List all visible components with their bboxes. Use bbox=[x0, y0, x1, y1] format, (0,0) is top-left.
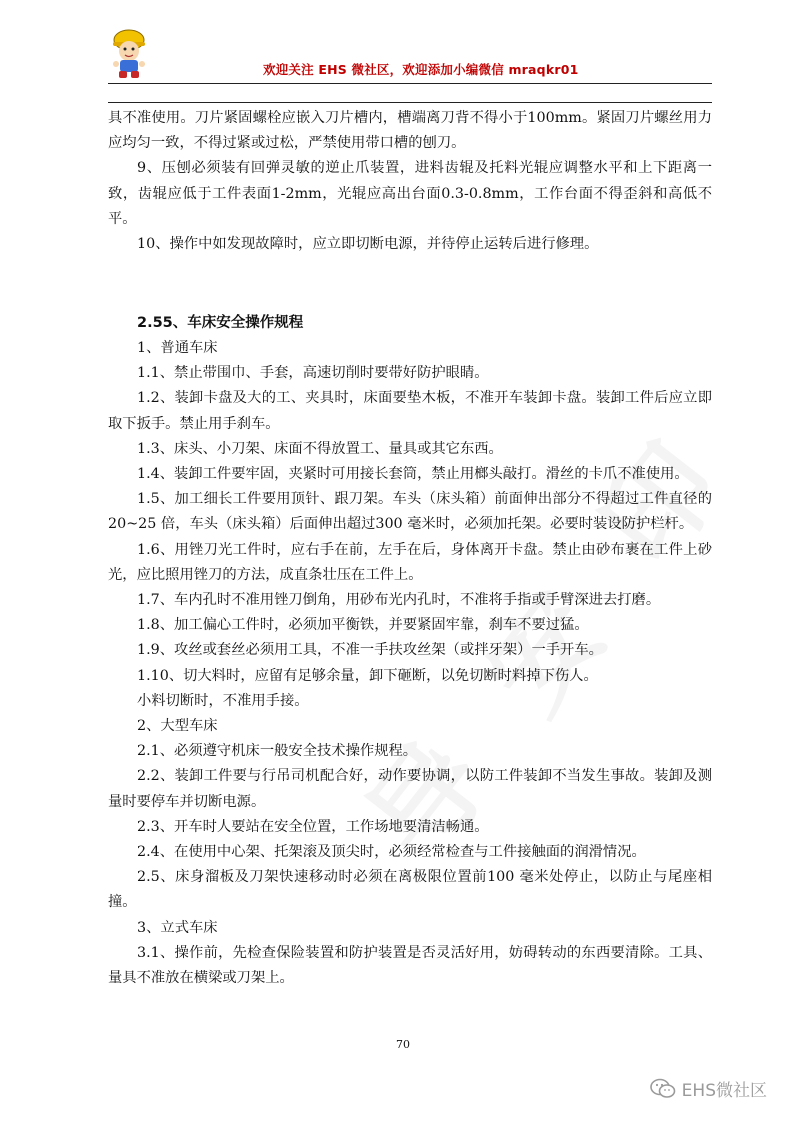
paragraph: 2.3、开车时人要站在安全位置，工作场地要清洁畅通。 bbox=[137, 818, 489, 835]
paragraph: 3.1、操作前，先检查保险装置和防护装置是否灵活好用，妨碍转动的东西要清除。工具、量具不准放在横梁或刀架上。 bbox=[108, 944, 712, 987]
paragraph: 1.9、攻丝或套丝必须用工具，不准一手扶攻丝架（或拌牙架）一手开车。 bbox=[137, 642, 603, 659]
section-heading: 2.55、车床安全操作规程 bbox=[137, 314, 304, 331]
paragraph: 2.1、必须遵守机床一般安全技术操作规程。 bbox=[137, 743, 418, 760]
body-top-divider bbox=[108, 102, 712, 103]
paragraph: 1.4、装卸工件要牢固，夹紧时可用接长套筒，禁止用榔头敲打。滑丝的卡爪不准使用。 bbox=[137, 466, 689, 483]
paragraph: 1.1、禁止带围巾、手套，高速切削时要带好防护眼睛。 bbox=[137, 365, 489, 382]
header-divider bbox=[108, 83, 712, 84]
paragraph: 1.2、装卸卡盘及大的工、夹具时，床面要垫木板，不准开车装卸卡盘。装卸工件后应立即取下扳手。禁止用手刹车。 bbox=[108, 390, 712, 432]
paragraph: 10、操作中如发现故障时，应立即切断电源，并待停止运转后进行修理。 bbox=[137, 236, 599, 253]
cartoon-worker-mascot-icon bbox=[105, 24, 153, 80]
paragraph: 2.2、装卸工件要与行吊司机配合好，动作要协调，以防工件装卸不当发生事故。装卸及测量时要停车并切断电源。 bbox=[108, 768, 712, 810]
paragraph-gap bbox=[108, 272, 712, 297]
paragraph: 1.3、床头、小刀架、床面不得放置工、量具或其它东西。 bbox=[137, 440, 503, 457]
paragraph: 1.8、加工偏心工件时，必须加平衡铁，并要紧固牢靠，刹车不要过猛。 bbox=[137, 617, 589, 634]
paragraph: 3、立式车床 bbox=[137, 919, 218, 936]
footer-brand-label: EHS微社区 bbox=[681, 1081, 767, 1101]
wechat-icon bbox=[650, 1078, 676, 1100]
paragraph: 小料切断时，不准用手接。 bbox=[137, 692, 309, 709]
paragraph: 1.10、切大料时，应留有足够余量，卸下砸断，以免切断时料掉下伤人。 bbox=[137, 667, 598, 684]
paragraph: 9、压刨必须装有回弹灵敏的逆止爪装置，进料齿辊及托料光辊应调整水平和上下距离一致，齿辊应低于工件表面1-2mm，光辊应高出台面0.3-0.8mm，工作台面不得歪斜和高低不平。 bbox=[108, 160, 712, 227]
footer-brand bbox=[650, 1076, 767, 1101]
document-body bbox=[108, 106, 712, 991]
paragraph: 具不准使用。刀片紧固螺栓应嵌入刀片槽内，槽端离刀背不得小于100mm。紧固刀片螺丝用力应均匀一致，不得过紧或过松，严禁使用带口槽的刨刀。 bbox=[108, 110, 712, 152]
paragraph: 1.7、车内孔时不准用锉刀倒角，用砂布光内孔时，不准将手指或手臂深进去打磨。 bbox=[137, 592, 661, 609]
paragraph: 1、普通车床 bbox=[137, 340, 218, 357]
paragraph: 2、大型车床 bbox=[137, 718, 218, 735]
paragraph: 2.4、在使用中心架、托架滚及顶尖时，必须经常检查与工件接触面的润滑情况。 bbox=[137, 844, 646, 861]
paragraph: 2.5、床身溜板及刀架快速移动时必须在离极限位置前100 毫米处停止，以防止与尾座相撞。 bbox=[108, 869, 712, 911]
paragraph: 1.5、加工细长工件要用顶针、跟刀架。车头（床头箱）前面伸出部分不得超过工件直径的20~25 倍，车头（床头箱）后面伸出超过300 毫米时，必须加托架。必要时装设防护栏杆。 bbox=[108, 491, 712, 533]
paragraph: 1.6、用锉刀光工件时，应右手在前，左手在后，身体离开卡盘。禁止由砂布裹在工件上砂光，应比照用锉刀的方法，成直条壮压在工件上。 bbox=[108, 541, 712, 583]
header-slogan: 欢迎关注 EHS 微社区，欢迎添加小编微信 mraqkr01 bbox=[263, 62, 579, 77]
page-number: 70 bbox=[396, 1038, 410, 1051]
